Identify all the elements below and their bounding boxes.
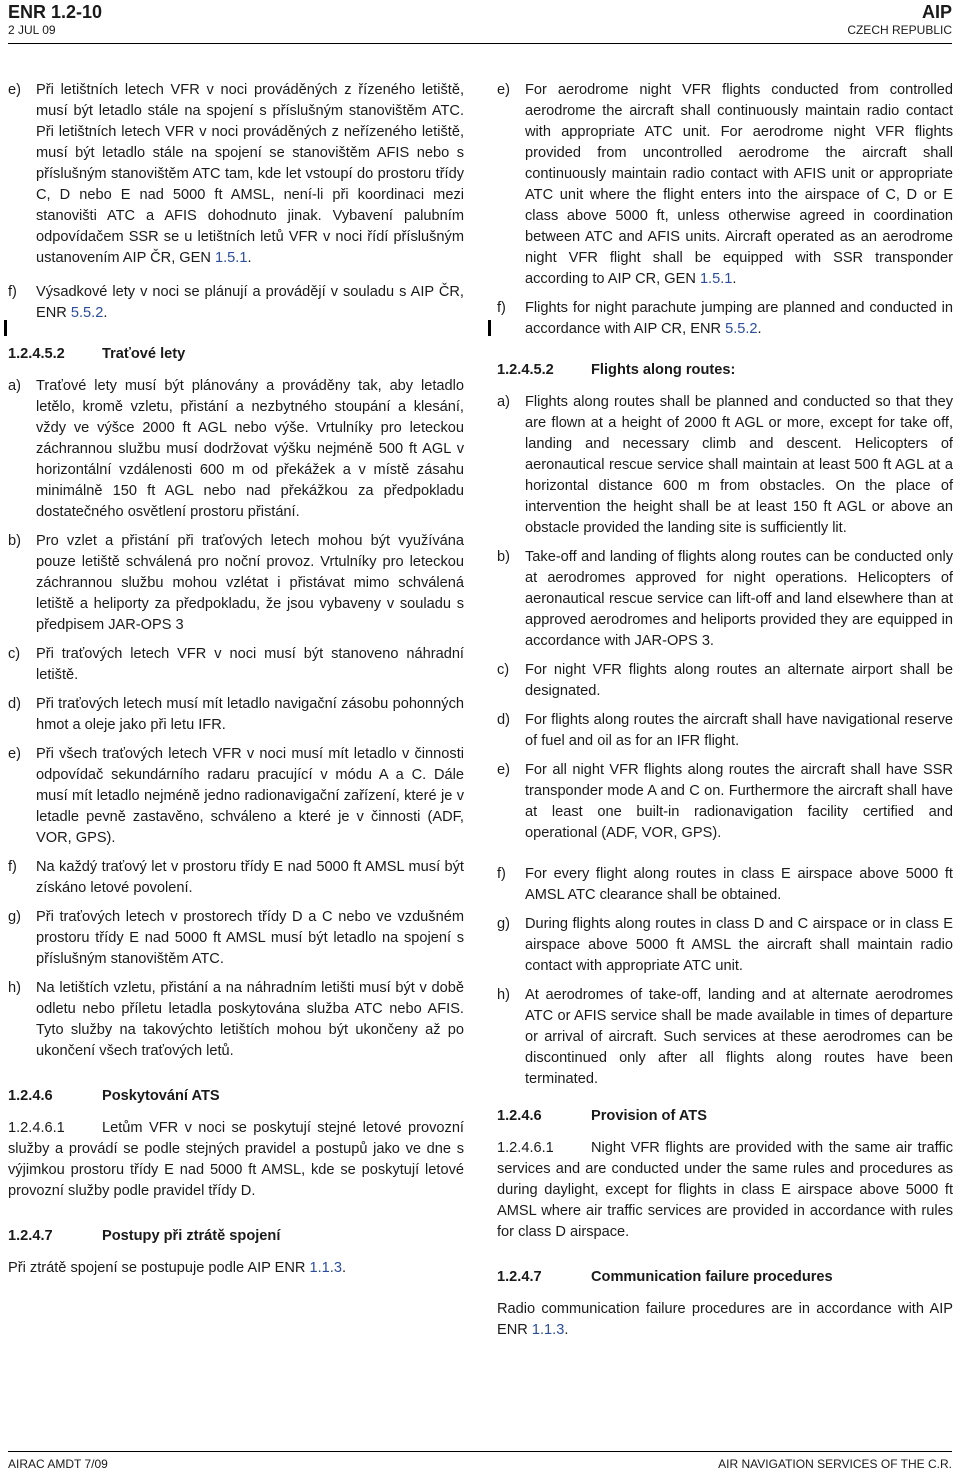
paragraph-text: Radio communication failure procedures are in accordance with AIP ENR <box>497 1301 953 1338</box>
item-label: e) <box>497 762 510 778</box>
item-label: a) <box>8 378 21 394</box>
item-label: f) <box>497 300 506 316</box>
item-text: Při traťových letech VFR v noci musí být stanoveno náhradní letiště. <box>36 646 464 683</box>
section-title: Traťové lety <box>102 346 186 362</box>
item-label: c) <box>8 646 21 662</box>
item-body: Výsadkové lety v noci se plánují a provádějí v souladu s AIP ČR, ENR <box>36 284 464 321</box>
item-label: h) <box>497 987 510 1003</box>
item-text: During flights along routes in class D and C airspace or in class E airspace above 5000 ft AMSL the aircraft shall maintain radio contact with appropriate ATC unit. <box>525 916 953 974</box>
gen-reference-link[interactable]: 1.5.1 <box>215 250 248 266</box>
section-title: Postupy při ztrátě spojení <box>102 1228 281 1244</box>
cz-item-e <box>8 80 464 269</box>
section-number: 1.2.4.5.2 <box>8 346 65 362</box>
section-number: 1.2.4.7 <box>8 1228 53 1244</box>
section-title: Poskytování ATS <box>102 1088 220 1104</box>
item-text <box>36 80 464 269</box>
item-text: Flights along routes shall be planned and conducted so that they are flown at a height of 2000 ft AGL or more, except for take off, landing and necessary climb and descent. Helicopters of aeronautical rescue service shall maintain at least 500 ft AGL at a horizontal distance 600 m from obstacles. On the place of intervention the height shall be at least 150 ft AGL or above an obstacle provided the landing site is sufficiently lit. <box>525 394 953 536</box>
item-text: Na letištích vzletu, přistání a na náhradním letišti musí být v době odletu nebo příletu letadla poskytována služba ATC nebo AFIS. Tyto služby na takovýchto letištích mohou být ukončeny až po ukončení všech traťových letů. <box>36 980 464 1059</box>
paragraph-text: Night VFR flights are provided with the same air traffic services and are conducted under the same rules and procedures as during daylight, except for flights in class E airspace above 5000 ft AMSL where air traffic services are provided in accordance with rules for class D airspace. <box>497 1140 953 1240</box>
item-text <box>525 298 953 340</box>
item-label: g) <box>8 909 21 925</box>
section-heading <box>497 1267 953 1288</box>
list-item <box>497 710 953 752</box>
list-item <box>8 694 464 736</box>
list-item <box>497 914 953 977</box>
amendment-number: AIRAC AMDT 7/09 <box>8 1457 108 1471</box>
section-number: 1.2.4.6 <box>497 1108 542 1124</box>
change-bar-right <box>488 320 491 336</box>
paragraph <box>8 1258 464 1279</box>
item-label: f) <box>8 859 17 875</box>
item-text: Při všech traťových letech VFR v noci musí mít letadlo v činnosti odpovídač sekundárního radaru pracující v módu A a C. Dále musí mít letadlo nejméně jedno radionavigační zařízení, které je v letadle pevně zastavěno, schváleno a které je v činnosti (ADF, VOR, GPS). <box>36 746 464 846</box>
footer-rule <box>8 1451 952 1452</box>
section-heading <box>8 1086 464 1107</box>
document-reference: ENR 1.2-10 <box>8 2 103 22</box>
list-item <box>497 864 953 906</box>
item-text: Take-off and landing of flights along routes can be conducted only at aerodromes approved for night operations. Helicopters of aeronautical rescue service can lift-off and land elsewhere than at approved aerodromes and heliports provided they are equipped in accordance with JAR-OPS 3. <box>525 549 953 649</box>
paragraph <box>497 1138 953 1243</box>
item-label: f) <box>497 866 506 882</box>
item-label: c) <box>497 662 510 678</box>
section-title: Communication failure procedures <box>591 1269 833 1285</box>
enr-reference-link[interactable]: 5.5.2 <box>70 305 104 321</box>
item-text: Traťové lety musí být plánovány a prováděny tak, aby letadlo letělo, kromě vzletu, přistání a nezbytného stoupání a klesání, vždy ve výšce 2000 ft AGL nebo výše. Vrtulníky pro leteckou záchrannou službu musí dodržovat výšku nejméně 500 ft AGL v horizontální vzdálenosti 600 m od překážek a v místě zásahu minimálně 150 ft AGL nebo nad překážkou za předpokladu dostatečného osvětlení prostoru přistání. <box>36 378 464 520</box>
issue-date: 2 JUL 09 <box>8 23 56 37</box>
list-item <box>497 547 953 652</box>
item-text: For every flight along routes in class E airspace above 5000 ft AMSL ATC clearance shall be obtained. <box>525 866 953 903</box>
en-item-f <box>497 298 953 340</box>
paragraph-text: Při ztrátě spojení se postupuje podle AIP ENR <box>8 1260 310 1276</box>
paragraph-number: 1.2.4.6.1 <box>497 1140 554 1156</box>
section-number: 1.2.4.6 <box>8 1088 53 1104</box>
list-item <box>8 907 464 970</box>
enr-reference-link[interactable]: 1.1.3 <box>531 1322 565 1338</box>
item-text <box>525 80 953 290</box>
item-label: d) <box>8 696 21 712</box>
section-heading <box>8 1226 464 1247</box>
item-label: d) <box>497 712 510 728</box>
gen-reference-link[interactable]: 1.5.1 <box>699 271 733 287</box>
item-text: For night VFR flights along routes an alternate airport shall be designated. <box>525 662 953 699</box>
page-header-right <box>847 2 952 38</box>
cz-route-items <box>8 376 464 1062</box>
punctuation: . <box>757 321 762 337</box>
list-item <box>497 392 953 539</box>
country-name: CZECH REPUBLIC <box>847 23 952 37</box>
change-bar-left <box>4 320 7 336</box>
section-title: Flights along routes: <box>591 362 736 378</box>
paragraph <box>8 1118 464 1202</box>
section-title: Provision of ATS <box>591 1108 707 1124</box>
item-label: a) <box>497 394 510 410</box>
punctuation: . <box>732 271 737 287</box>
list-item <box>8 978 464 1062</box>
page-header-left <box>8 2 102 38</box>
list-item <box>497 760 953 844</box>
list-item <box>8 644 464 686</box>
cz-item-f <box>8 282 464 324</box>
item-label: b) <box>497 549 510 565</box>
section-number: 1.2.4.5.2 <box>497 362 554 378</box>
list-item <box>8 744 464 849</box>
item-label: f) <box>8 284 17 300</box>
list-item <box>8 857 464 899</box>
czech-column <box>8 80 464 1279</box>
paragraph-number: 1.2.4.6.1 <box>8 1120 65 1136</box>
punctuation: . <box>103 305 108 321</box>
enr-reference-link[interactable]: 1.1.3 <box>309 1260 342 1276</box>
item-label: b) <box>8 533 21 549</box>
item-body: Při letištních letech VFR v noci prováděných z řízeného letiště, musí být letadlo stále na spojení s příslušným stanovištěm ATC. Při letištních letech VFR v noci prováděných z neřízeného letiště, musí být letadlo stále na spojení se stanovištěm AFIS nebo s příslušným stanovištěm ATC tam, kde let vstoupí do prostoru třídy C, D nebo E nad 5000 ft AMSL, není-li při koordinaci mezi stanovišti ATC a AFIS dohodnuto jinak. Vybavení palubním odpovídačem SSR se u letištních letů VFR v noci řídí příslušným ustanovením AIP ČR, GEN <box>36 82 464 266</box>
en-item-e <box>497 80 953 290</box>
item-text: For flights along routes the aircraft shall have navigational reserve of fuel and oil as for an IFR flight. <box>525 712 953 749</box>
item-label: e) <box>8 82 21 98</box>
section-number: 1.2.4.7 <box>497 1269 542 1285</box>
list-item <box>497 985 953 1090</box>
item-label: e) <box>497 82 510 98</box>
item-label: h) <box>8 980 21 996</box>
item-text: At aerodromes of take-off, landing and at alternate aerodromes ATC or AFIS service shall be made available in times of departure or arrival of aircraft. Such services at these aerodromes can be discontinued only after all flights along routes have been terminated. <box>525 987 953 1087</box>
section-heading <box>8 344 464 365</box>
english-column <box>497 80 953 1341</box>
item-label: e) <box>8 746 21 762</box>
item-text: Při traťových letech v prostorech třídy D a C nebo ve vzdušném prostoru třídy E nad 5000 ft AMSL musí být letadlo na spojení s příslušným stanovištěm ATC. <box>36 909 464 967</box>
enr-reference-link[interactable]: 5.5.2 <box>725 321 758 337</box>
header-rule <box>8 43 952 44</box>
list-item <box>8 376 464 523</box>
paragraph <box>497 1299 953 1341</box>
punctuation: . <box>341 1260 347 1276</box>
item-text: Pro vzlet a přistání při traťových letech mohou být využívána pouze letiště schválená pro noční provoz. Vrtulníky pro leteckou záchrannou službu mohou vzlétat i přistávat mimo schválená letiště a heliporty za předpokladu, že jsou vybaveny v souladu s předpisem JAR-OPS 3 <box>36 533 464 633</box>
list-item <box>8 531 464 636</box>
publication-title: AIP <box>921 2 952 22</box>
section-heading <box>497 360 953 381</box>
item-body: For aerodrome night VFR flights conducted from controlled aerodrome the aircraft shall continuously maintain radio contact with appropriate ATC unit. For aerodrome night VFR flights provided from uncontrolled aerodrome the aircraft shall continuously maintain radio contact with AFIS unit or appropriate ATC unit where the flight enters into the airspace of C, D or E class above 5000 ft, unless otherwise agreed in coordination between ATC and AFIS units. Aircraft operated as an aerodrome night VFR flight shall be equipped with SSR transponder according to AIP CR, GEN <box>525 82 953 287</box>
item-text <box>36 282 464 324</box>
item-text: Na každý traťový let v prostoru třídy E nad 5000 ft AMSL musí být získáno letové povolení. <box>36 859 464 896</box>
item-label: g) <box>497 916 510 932</box>
en-route-items <box>497 392 953 1090</box>
list-item <box>497 660 953 702</box>
punctuation: . <box>247 250 252 266</box>
publisher-name: AIR NAVIGATION SERVICES OF THE C.R. <box>718 1457 952 1471</box>
section-heading <box>497 1106 953 1127</box>
item-body: Flights for night parachute jumping are planned and conducted in accordance with AIP CR, ENR <box>525 300 953 337</box>
punctuation: . <box>564 1322 569 1338</box>
paragraph-text: Letům VFR v noci se poskytují stejné letové provozní služby a provádí se podle stejných pravidel a postupů jako ve dne s výjimkou prostoru třídy E nad 5000 ft AMSL, kde se poskytují letové provozní služby podle pravidel třídy D. <box>8 1120 464 1199</box>
item-text: For all night VFR flights along routes the aircraft shall have SSR transponder mode A and C on. Furthermore the aircraft shall have at least one built-in radionavigation facility certified and operational (ADF, VOR, GPS). <box>525 762 953 841</box>
item-text: Při traťových letech musí mít letadlo navigační zásobu pohonných hmot a oleje jako při letu IFR. <box>36 696 464 733</box>
